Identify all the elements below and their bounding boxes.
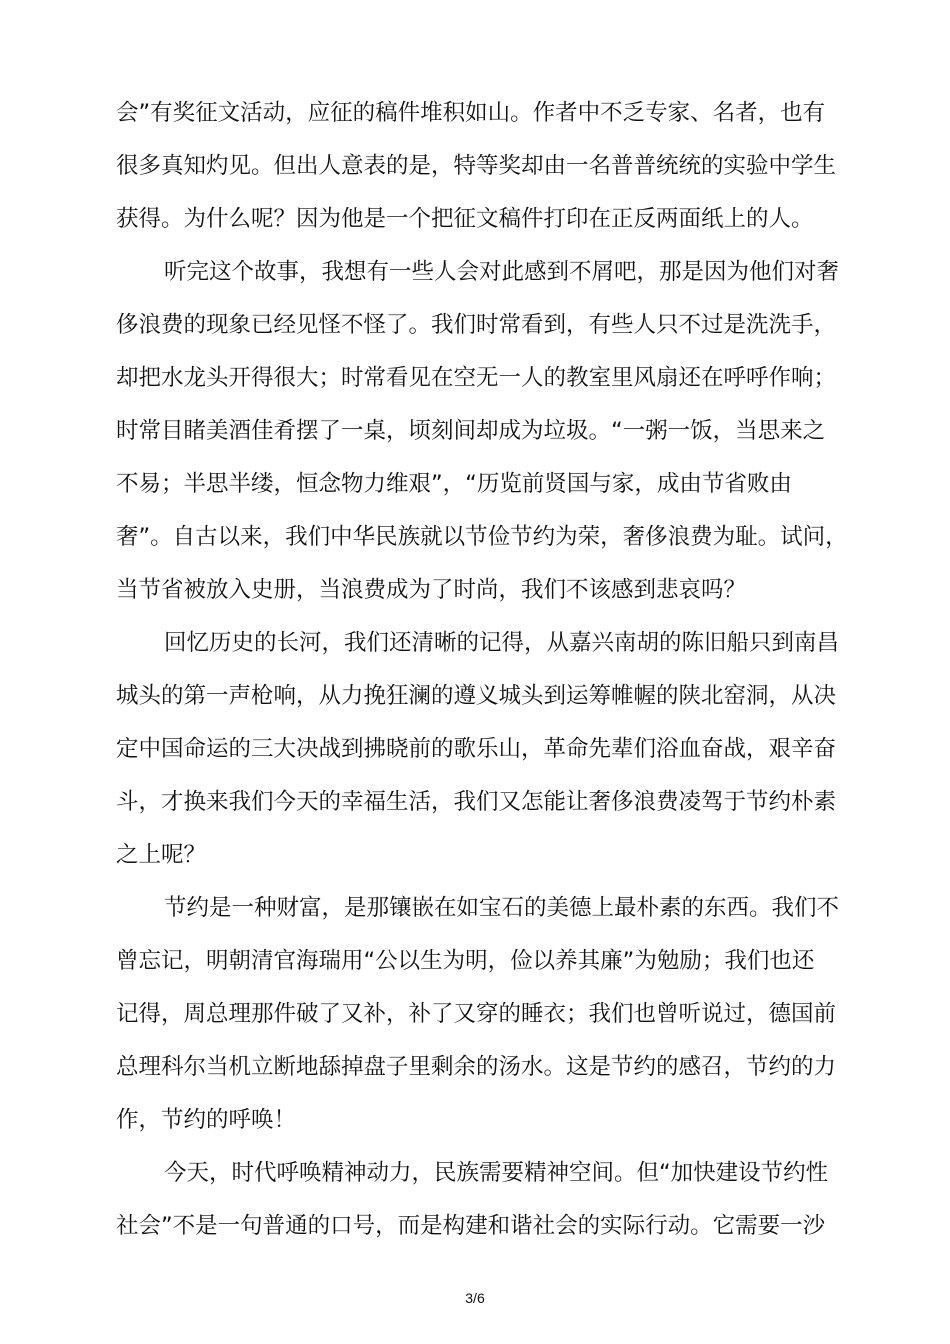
- article-body: [116, 87, 852, 1253]
- text-line: 时常目睹美酒佳肴摆了一桌，顷刻间却成为垃圾。“一粥一饭，当思来之: [116, 418, 826, 444]
- text-line: 定中国命运的三大决战到拂晓前的歌乐山，革命先辈们浴血奋战，艰辛奋: [116, 736, 837, 762]
- text-line: 今天，时代呼唤精神动力，民族需要精神空间。但“加快建设节约性: [164, 1160, 829, 1186]
- paragraph-3: [116, 617, 852, 882]
- paragraph-1: [116, 87, 852, 246]
- text-line: 会”有奖征文活动，应征的稿件堆积如山。作者中不乏专家、名者，也有: [116, 100, 826, 126]
- text-line: 斗，才换来我们今天的幸福生活，我们又怎能让奢侈浪费凌驾于节约朴素: [116, 789, 837, 815]
- text-line: 之上呢？: [116, 842, 207, 868]
- text-line: 侈浪费的现象已经见怪不怪了。我们时常看到，有些人只不过是洗洗手，: [116, 312, 837, 338]
- paragraph-5: [116, 1147, 852, 1253]
- paragraph-2: [116, 246, 852, 617]
- text-line: 曾忘记，明朝清官海瑞用“公以生为明，俭以养其廉”为勉励；我们也还: [116, 948, 815, 974]
- paragraph-4: [116, 882, 852, 1147]
- text-line: 回忆历史的长河，我们还清晰的记得，从嘉兴南胡的陈旧船只到南昌: [164, 630, 840, 656]
- text-line: 城头的第一声枪响，从力挽狂澜的遵义城头到运筹帷幄的陕北窑洞，从决: [116, 683, 837, 709]
- text-line: 社会”不是一句普通的口号，而是构建和谐社会的实际行动。它需要一沙: [116, 1213, 826, 1239]
- text-line: 获得。为什么呢？因为他是一个把征文稿件打印在正反两面纸上的人。: [116, 206, 814, 232]
- text-line: 节约是一种财富，是那镶嵌在如宝石的美德上最朴素的东西。我们不: [164, 895, 840, 921]
- text-line: 听完这个故事，我想有一些人会对此感到不屑吧，那是因为他们对奢: [164, 259, 840, 285]
- text-line: 很多真知灼见。但出人意表的是，特等奖却由一名普普统统的实验中学生: [116, 153, 837, 179]
- text-line: 奢”。自古以来，我们中华民族就以节俭节约为荣，奢侈浪费为耻。试问，: [116, 524, 848, 550]
- text-line: 当节省被放入史册，当浪费成为了时尚，我们不该感到悲哀吗？: [116, 577, 747, 603]
- text-line: 作，节约的呼唤！: [116, 1107, 297, 1133]
- page-number: 3/6: [465, 1290, 485, 1306]
- text-line: 不易；半思半缕，恒念物力维艰”，“历览前贤国与家，成由节省败由: [116, 471, 792, 497]
- text-line: 记得，周总理那件破了又补，补了又穿的睡衣；我们也曾听说过，德国前: [116, 1001, 837, 1027]
- text-line: 却把水龙头开得很大；时常看见在空无一人的教室里风扇还在呼呼作响；: [116, 365, 837, 391]
- text-line: 总理科尔当机立断地舔掉盘子里剩余的汤水。这是节约的感召，节约的力: [116, 1054, 837, 1080]
